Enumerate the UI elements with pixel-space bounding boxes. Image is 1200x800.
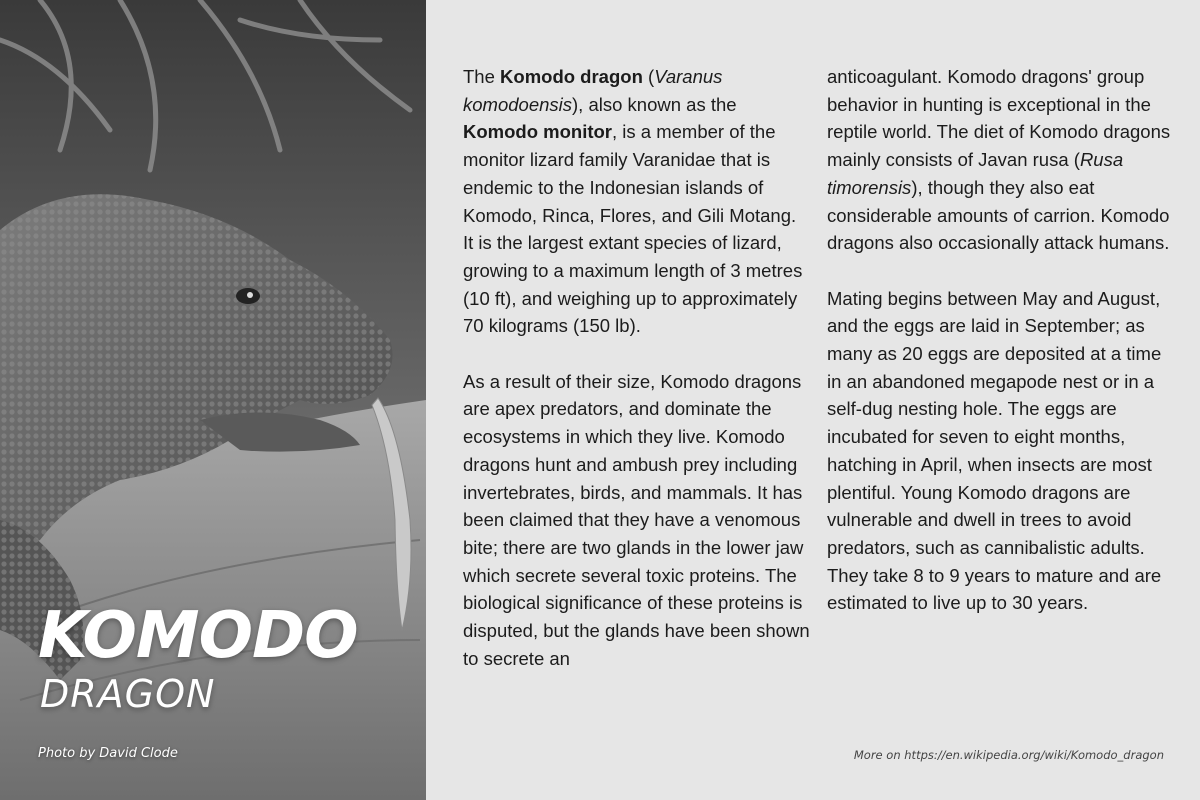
article-column-left xyxy=(463,63,811,672)
scientific-name: Varanus komodoensis xyxy=(463,66,723,115)
source-link[interactable]: More on https://en.wikipedia.org/wiki/Komodo_dragon xyxy=(853,748,1164,762)
intro-text-2: ), also known as the xyxy=(572,93,737,115)
title-komodo: KOMODO xyxy=(38,599,358,673)
paragraph-predators: As a result of their size, Komodo dragons are apex predators, and dominate the ecosystems in which they live. Komodo dragons hunt and ambush prey including invertebrates, birds, and mammals. It has been claimed that they have a venomous bite; there are two glands in the lower jaw which secrete several toxic proteins. The biological significance of these proteins is disputed, but the glands have been shown to secrete an xyxy=(463,370,810,669)
term-komodo-dragon: Komodo dragon xyxy=(500,66,643,87)
intro-text-start: The xyxy=(463,66,501,87)
term-komodo-monitor: Komodo monitor xyxy=(463,121,613,143)
diet-text-2: ), though they also eat considerable amounts of carrion. Komodo dragons also occasionally attack humans. xyxy=(827,176,1170,254)
komodo-photo xyxy=(0,0,426,800)
diet-text-1: anticoagulant. Komodo dragons' group behavior in hunting is exceptional in the reptile world. The diet of Komodo dragons mainly consists of Javan rusa ( xyxy=(827,66,1171,171)
photo-credit: Photo by David Clode xyxy=(38,746,178,761)
paragraph-intro xyxy=(463,63,811,340)
paragraph-mating: Mating begins between May and August, and the eggs are laid in September; as many as 20 eggs are deposited at a time in an abandoned megapode nest or in a self-dug nesting hole. The eggs are incubated for seven to eight months, hatching in April, when insects are most plentiful. Young Komodo dragons are vulnerable and dwell in trees to avoid predators, such as cannibalistic adults. They take 8 to 9 years to mature and are estimated to live up to 30 years. xyxy=(827,287,1162,614)
article-column-right xyxy=(827,63,1175,617)
rusa-scientific-name: Rusa timorensis xyxy=(827,149,1124,198)
intro-text-1: ( xyxy=(642,66,655,87)
palm-fronds xyxy=(0,0,410,170)
intro-text-3: , is a member of the monitor lizard family Varanidae that is endemic to the Indonesian islands of Komodo, Rinca, Flores, and Gili Motang. It is the largest extant species of lizard, growing to a maximum length of 3 metres (10 ft), and weighing up to approximately 70 kilograms (150 lb). xyxy=(463,121,803,337)
title-dragon: DRAGON xyxy=(40,672,216,716)
paragraph-diet xyxy=(827,63,1175,257)
